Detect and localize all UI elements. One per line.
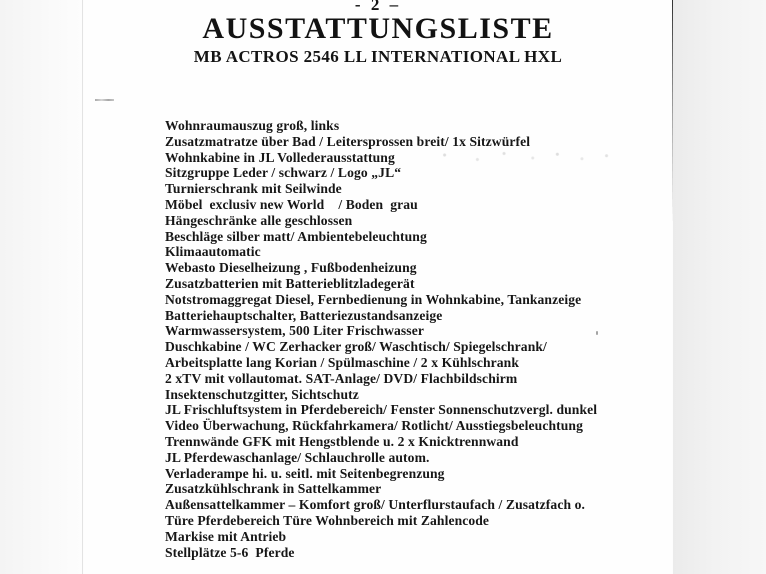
equipment-line: Zusatzmatratze über Bad / Leitersprossen breit/ 1x Sitzwürfel bbox=[165, 133, 531, 149]
equipment-line: JL Pferdewaschanlage/ Schlauchrolle autom. bbox=[165, 449, 430, 465]
equipment-line: JL Frischluftsystem in Pferdebereich/ Fenster Sonnenschutzvergl. dunkel bbox=[165, 402, 598, 418]
equipment-line: Wohnraumauszug groß, links bbox=[165, 118, 340, 133]
document-title: AUSSTATTUNGSLISTE bbox=[202, 12, 554, 45]
equipment-line: Sitzgruppe Leder / schwarz / Logo „JL“ bbox=[165, 165, 402, 181]
equipment-line: Möbel exclusiv new World / Boden grau bbox=[165, 196, 418, 212]
page-number: - 2 – bbox=[354, 0, 402, 14]
equipment-line: Turnierschrank mit Seilwinde bbox=[165, 181, 342, 197]
document-subtitle: MB ACTROS 2546 LL INTERNATIONAL HXL bbox=[193, 47, 563, 66]
document-page bbox=[84, 0, 672, 574]
equipment-line: Warmwassersystem, 500 Liter Frischwasser bbox=[165, 323, 424, 339]
equipment-line: Markise mit Antrieb bbox=[165, 528, 287, 544]
equipment-line: Beschläge silber matt/ Ambientebeleuchtung bbox=[165, 228, 427, 244]
equipment-line: Insektenschutzgitter, Sichtschutz bbox=[165, 386, 359, 402]
scanner-right-margin bbox=[673, 0, 766, 574]
scanner-left-margin bbox=[0, 0, 83, 574]
pencil-mark-artifact bbox=[95, 99, 114, 101]
equipment-line: Stellplätze 5-6 Pferde bbox=[165, 544, 295, 560]
equipment-line: Verladerampe hi. u. seitl. mit Seitenbegrenzung bbox=[165, 465, 445, 481]
equipment-line: Klimaautomatic bbox=[165, 244, 261, 260]
equipment-line: Duschkabine / WC Zerhacker groß/ Waschtisch/ Spiegelschrank/ bbox=[165, 339, 547, 355]
scan-smudge-artifact bbox=[420, 149, 625, 164]
equipment-line: 2 xTV mit vollautomat. SAT-Anlage/ DVD/ Flachbildschirm bbox=[165, 370, 518, 386]
equipment-list bbox=[165, 118, 635, 560]
equipment-line: Notstromaggregat Diesel, Fernbedienung in Wohnkabine, Tankanzeige bbox=[165, 291, 582, 307]
equipment-line: Zusatzbatterien mit Batterieblitzladegerät bbox=[165, 275, 415, 291]
equipment-line: Trennwände GFK mit Hengstblende u. 2 x Knicktrennwand bbox=[165, 433, 519, 449]
equipment-line: Türe Pferdebereich Türe Wohnbereich mit Zahlencode bbox=[165, 512, 490, 528]
equipment-line: Webasto Dieselheizung , Fußbodenheizung bbox=[165, 260, 417, 276]
scan-speck-artifact bbox=[596, 331, 598, 335]
equipment-line: Batteriehauptschalter, Batteriezustandsanzeige bbox=[165, 307, 443, 323]
equipment-line: Zusatzkühlschrank in Sattelkammer bbox=[165, 481, 382, 497]
equipment-line: Hängeschränke alle geschlossen bbox=[165, 212, 353, 228]
equipment-line: Außensattelkammer – Komfort groß/ Unterflurstaufach / Zusatzfach o. bbox=[165, 497, 586, 513]
equipment-line: Arbeitsplatte lang Korian / Spülmaschine / 2 x Kühlschrank bbox=[165, 354, 519, 370]
equipment-line: Wohnkabine in JL Vollederausstattung bbox=[165, 149, 395, 165]
equipment-line: Video Überwachung, Rückfahrkamera/ Rotlicht/ Ausstiegsbeleuchtung bbox=[165, 418, 583, 434]
